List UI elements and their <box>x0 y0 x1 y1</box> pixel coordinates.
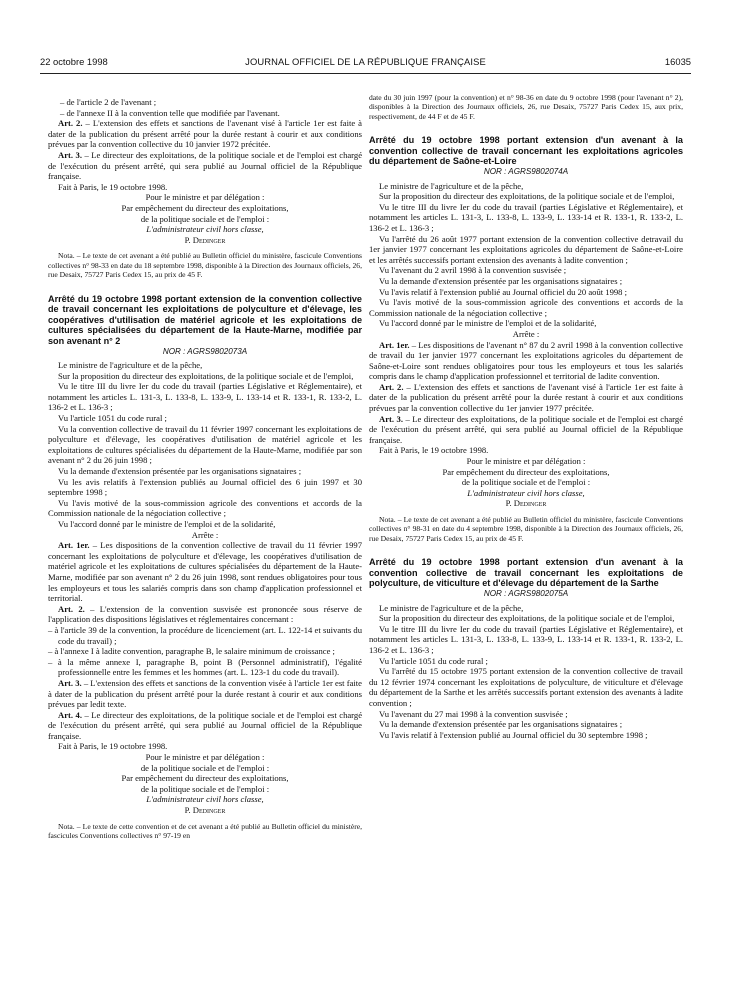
text-line: Vu le titre III du livre Ier du code du travail (parties Législative et Réglementaire), et notamment les articles L. 131-3, L. 133-8, L. 133-9, L. 133-14 et R. 133-1, R. 133-2, L. 136-2 et L. 136-3 ; <box>369 623 683 655</box>
article-paragraph: Art. 3. – Le directeur des exploitations, de la politique sociale et de l'emploi est chargé de l'exécution du présent arrêté, qui sera publié au Journal officiel de la République française. <box>369 413 684 445</box>
text-line: Vu l'article 1051 du code rural ; <box>379 655 488 666</box>
signature-line: L'administrateur civil hors classe, <box>467 487 585 498</box>
text-line: Vu la convention collective de travail du 11 février 1997 concernant les exploitations de polyculture et d'élevage, les coopératives d'utilisation de matériel agricole et les exploitations de cultures spécialisées du département de la Haute-Marne, modifiée par son avenant n° 2 du 26 juin 1998 ; <box>48 423 362 466</box>
article-paragraph: Art. 3. – L'extension des effets et sanctions de la convention visée à l'article 1er est faite à dater de la publication du présent arrêté pour la durée restant à courir et aux conditions prévues par ledit texte. <box>48 677 362 710</box>
list-item: – à la même annexe I, paragraphe B, point B (Personnel administratif), l'égalité professionnelle entre les femmes et les hommes (art. L. 123-1 du code du travail). <box>48 656 362 678</box>
decree-title: Arrêté du 19 octobre 1998 portant extension d'un avenant à la convention collective de travail concernant les exploitations agricoles du département de Saône-et-Loire <box>369 135 683 167</box>
text-line: Vu la demande d'extension présentée par les organisations signataires ; <box>379 719 623 730</box>
right-column <box>369 93 683 740</box>
text-line: Le ministre de l'agriculture et de la pêche, <box>379 180 524 191</box>
header-date: 22 octobre 1998 <box>40 56 108 67</box>
article-paragraph: Art. 1er. – Les dispositions de la convention collective de travail du 11 février 1997 concernant les exploitations de polyculture et d'élevage, les coopératives d'utilisation de matériel agricole et les exploitations de cultures spécialisées du département de la Haute-Marne, modifiée par son avenant n° 2 du 26 juin 1998, sont rendues obligatoires pour tous les employeurs et tous les salariés compris dans son champ d'application professionnel et territorial. <box>48 540 362 604</box>
nor-reference: NOR : AGRS9802075A <box>483 589 569 598</box>
page-header <box>40 56 691 70</box>
article-label: Art. 2. <box>58 118 83 129</box>
signature-line: Pour le ministre et par délégation : <box>145 752 265 763</box>
nor-reference: NOR : AGRS9802074A <box>483 167 569 176</box>
article-label: Art. 1er. <box>379 339 410 350</box>
signatory-name: P. Dedinger <box>184 234 226 245</box>
article-label: Art. 4. <box>58 709 82 720</box>
text-line: Vu la demande d'extension présentée par les organisations signataires ; <box>379 275 623 286</box>
text-line: Vu l'article 1051 du code rural ; <box>58 413 167 424</box>
article-paragraph: Art. 3. – Le directeur des exploitations, de la politique sociale et de l'emploi est chargé de l'exécution du présent arrêté, qui sera publié au Journal officiel de la République française. <box>48 149 363 182</box>
fait-line: Fait à Paris, le 19 octobre 1998. <box>379 445 489 456</box>
arrete-heading: Arrête : <box>191 529 219 540</box>
text-line: Vu le titre III du livre Ier du code du travail (parties Législative et Réglementaire), et notamment les articles L. 131-3, L. 133-8, L. 133-9, L. 133-14 et R. 133-1, R. 133-2, L. 136-2 et L. 136-3 ; <box>48 381 362 413</box>
signatory-name: P. Dedinger <box>505 498 547 509</box>
signature-line: Par empêchement du directeur des exploitations, <box>121 773 289 784</box>
nota-note-continued: date du 30 juin 1997 (pour la convention) et n° 98-36 en date du 9 octobre 1998 (pour l'avenant n° 2), disponibles à la Direction des Journaux officiels, 26, rue Desaix, 75727 Paris Cedex 15, aux prix, respectivement, de 44 F et de 45 F. <box>369 93 683 121</box>
signature-line: Pour le ministre et par délégation : <box>145 192 265 203</box>
article-label: Art. 3. <box>58 677 82 688</box>
header-rule <box>40 73 691 74</box>
text-line: Vu l'avis relatif à l'extension publié au Journal officiel du 20 août 1998 ; <box>379 286 628 297</box>
fait-line: Fait à Paris, le 19 octobre 1998. <box>58 741 168 752</box>
nota-note: Nota. – Le texte de cette convention et de cet avenant a été publié au Bulletin officiel du ministère, fascicules Conventions collectives n° 97-19 en <box>48 821 362 841</box>
fait-line: Fait à Paris, le 19 octobre 1998. <box>58 181 168 192</box>
text-line: Sur la proposition du directeur des exploitations, de la politique sociale et de l'emploi, <box>58 370 354 381</box>
article-paragraph: Art. 2. – L'extension des effets et sanctions de l'avenant visé à l'article 1er est faite à dater de la publication du présent arrêté pour la durée restant à courir et aux conditions prévues par la convention collective du 10 janvier 1972 précitée. <box>48 118 362 150</box>
signature-line: de la politique sociale et de l'emploi : <box>461 477 591 488</box>
text-line: Vu l'avenant du 2 avril 1998 à la convention susvisée ; <box>379 265 567 276</box>
signature-line: Par empêchement du directeur des exploitations, <box>442 466 610 477</box>
text-line: Vu l'avenant du 27 mai 1998 à la convention susvisée ; <box>379 708 568 719</box>
text-line: Vu l'avis motivé de la sous-commission agricole des conventions et accords de la Commission nationale de la négociation collective ; <box>369 297 683 318</box>
text-line: Sur la proposition du directeur des exploitations, de la politique sociale et de l'emploi, <box>379 191 675 202</box>
text-line: Vu l'avis relatif à l'extension publié au Journal officiel du 30 septembre 1998 ; <box>379 729 648 740</box>
left-column <box>48 97 362 840</box>
text-line: Vu l'avis motivé de la sous-commission agricole des conventions et accords de la Commission nationale de la négociation collective ; <box>48 497 362 519</box>
text-line: Vu l'arrêté du 15 octobre 1975 portant extension de la convention collective de travail du 12 février 1974 concernant les exploitations de polyculture, de viticulture et d'élevage du département de la Sarthe et les arrêtés successifs portant extension des avenants à ladite convention ; <box>369 666 683 708</box>
signature-line: L'administrateur civil hors classe, <box>146 794 264 805</box>
text-line: Vu l'accord donné par le ministre de l'emploi et de la solidarité, <box>58 519 276 529</box>
list-item: – à l'article 39 de la convention, la procédure de licenciement (art. L. 122-14 et suivants du code du travail) ; <box>48 624 362 646</box>
text-line: Sur la proposition du directeur des exploitations, de la politique sociale et de l'emploi, <box>379 613 675 624</box>
text-line: – de l'annexe II à la convention telle que modifiée par l'avenant. <box>60 107 280 118</box>
article-paragraph: Art. 4. – Le directeur des exploitations, de la politique sociale et de l'emploi est chargé de l'exécution du présent arrêté, qui sera publié au Journal officiel de la République française. <box>48 709 363 741</box>
text-line: Le ministre de l'agriculture et de la pêche, <box>379 602 524 613</box>
signatory-name: P. Dedinger <box>184 805 226 816</box>
decree-title: Arrêté du 19 octobre 1998 portant extension d'un avenant à la convention collective de travail concernant les exploitations de polyculture, de viticulture et d'élevage du département de la Sarthe <box>369 557 683 589</box>
signature-line: de la politique sociale et de l'emploi : <box>140 762 270 773</box>
article-paragraph: Art. 2. – L'extension des effets et sanctions de l'avenant visé à l'article 1er est faite à dater de la publication du présent arrêté pour la durée restant à courir et aux conditions prévues par la convention collective du 1er janvier 1977 précitée. <box>369 381 683 414</box>
article-label: Art. 2. <box>58 603 85 614</box>
nor-reference: NOR : AGRS9802073A <box>162 346 248 356</box>
text-line: Vu l'accord donné par le ministre de l'emploi et de la solidarité, <box>379 318 597 329</box>
nota-note: Nota. – Le texte de cet avenant a été publié au Bulletin officiel du ministère, fascicule Conventions collectives n° 98-33 en date du 18 septembre 1998, disponible à la Direction des Journaux officiels, 26, rue Desaix, 75727 Paris Cedex 15, au prix de 45 F. <box>48 251 362 280</box>
decree-title: Arrêté du 19 octobre 1998 portant extension de la convention collective de travail concernant les exploitations de polyculture et d'élevage, les coopératives d'utilisation de matériel agricole et les exploitations de cultures spécialisées du département de la Haute-Marne, modifiée par son avenant n° 2 <box>48 293 362 346</box>
nota-note: Nota. – Le texte de cet avenant a été publié au Bulletin officiel du ministère, fascicule Conventions collectives n° 98-31 en date du 4 septembre 1998, disponible à la Direction des Journaux officiels, 26, rue Desaix, 75727 Paris Cedex 15, au prix de 45 F. <box>369 515 683 543</box>
article-label: Art. 3. <box>58 149 82 160</box>
text-line: Le ministre de l'agriculture et de la pêche, <box>58 360 203 371</box>
signature-line: de la politique sociale et de l'emploi : <box>140 783 270 794</box>
signature-line: Par empêchement du directeur des exploitations, <box>121 202 289 213</box>
article-paragraph: Art. 1er. – Les dispositions de l'avenant n° 87 du 2 avril 1998 à la convention collective de travail du 1er janvier 1977 concernant les exploitations agricoles du département de Saône-et-Loire sont rendues obligatoires pour tous les employeurs et tous les salariés compris dans le champ d'application professionnel et territorial de ladite convention. <box>369 339 683 382</box>
article-paragraph: Art. 2. – L'extension de la convention susvisée est prononcée sous réserve de l'application des dispositions législatives et réglementaires concernant : <box>48 603 363 625</box>
article-label: Art. 2. <box>379 381 404 392</box>
signature-line: de la politique sociale et de l'emploi : <box>140 213 270 224</box>
header-page-number: 16035 <box>664 56 691 67</box>
header-journal-title: JOURNAL OFFICIEL DE LA RÉPUBLIQUE FRANÇAISE <box>245 56 486 67</box>
signature-line: L'administrateur civil hors classe, <box>146 224 264 235</box>
arrete-heading: Arrête : <box>512 328 540 339</box>
text-line: Vu la demande d'extension présentée par les organisations signataires ; <box>58 466 302 477</box>
text-line: Vu l'arrêté du 26 août 1977 portant extension de la convention collective detravail du 1er janvier 1977 concernant les exploitations agricoles du département de Saône-et-Loire et les arrêtés successifs portant extension des avenants à ladite convention ; <box>369 233 683 265</box>
text-line: Vu le titre III du livre Ier du code du travail (parties Législative et Réglementaire), et notamment les articles L. 131-3, L. 133-8, L. 133-9, L. 133-14 et R. 133-1, R. 133-2, L. 136-2 et L. 136-3 ; <box>369 201 683 233</box>
article-label: Art. 1er. <box>58 540 90 551</box>
signature-line: Pour le ministre et par délégation : <box>466 456 586 467</box>
text-line: Vu les avis relatifs à l'extension publiés au Journal officiel des 6 juin 1997 et 30 septembre 1998 ; <box>48 476 362 498</box>
article-label: Art. 3. <box>379 413 403 424</box>
list-item: – à l'annexe I à ladite convention, paragraphe B, le salaire minimum de croissance ; <box>48 646 335 657</box>
text-line: – de l'article 2 de l'avenant ; <box>60 97 157 107</box>
